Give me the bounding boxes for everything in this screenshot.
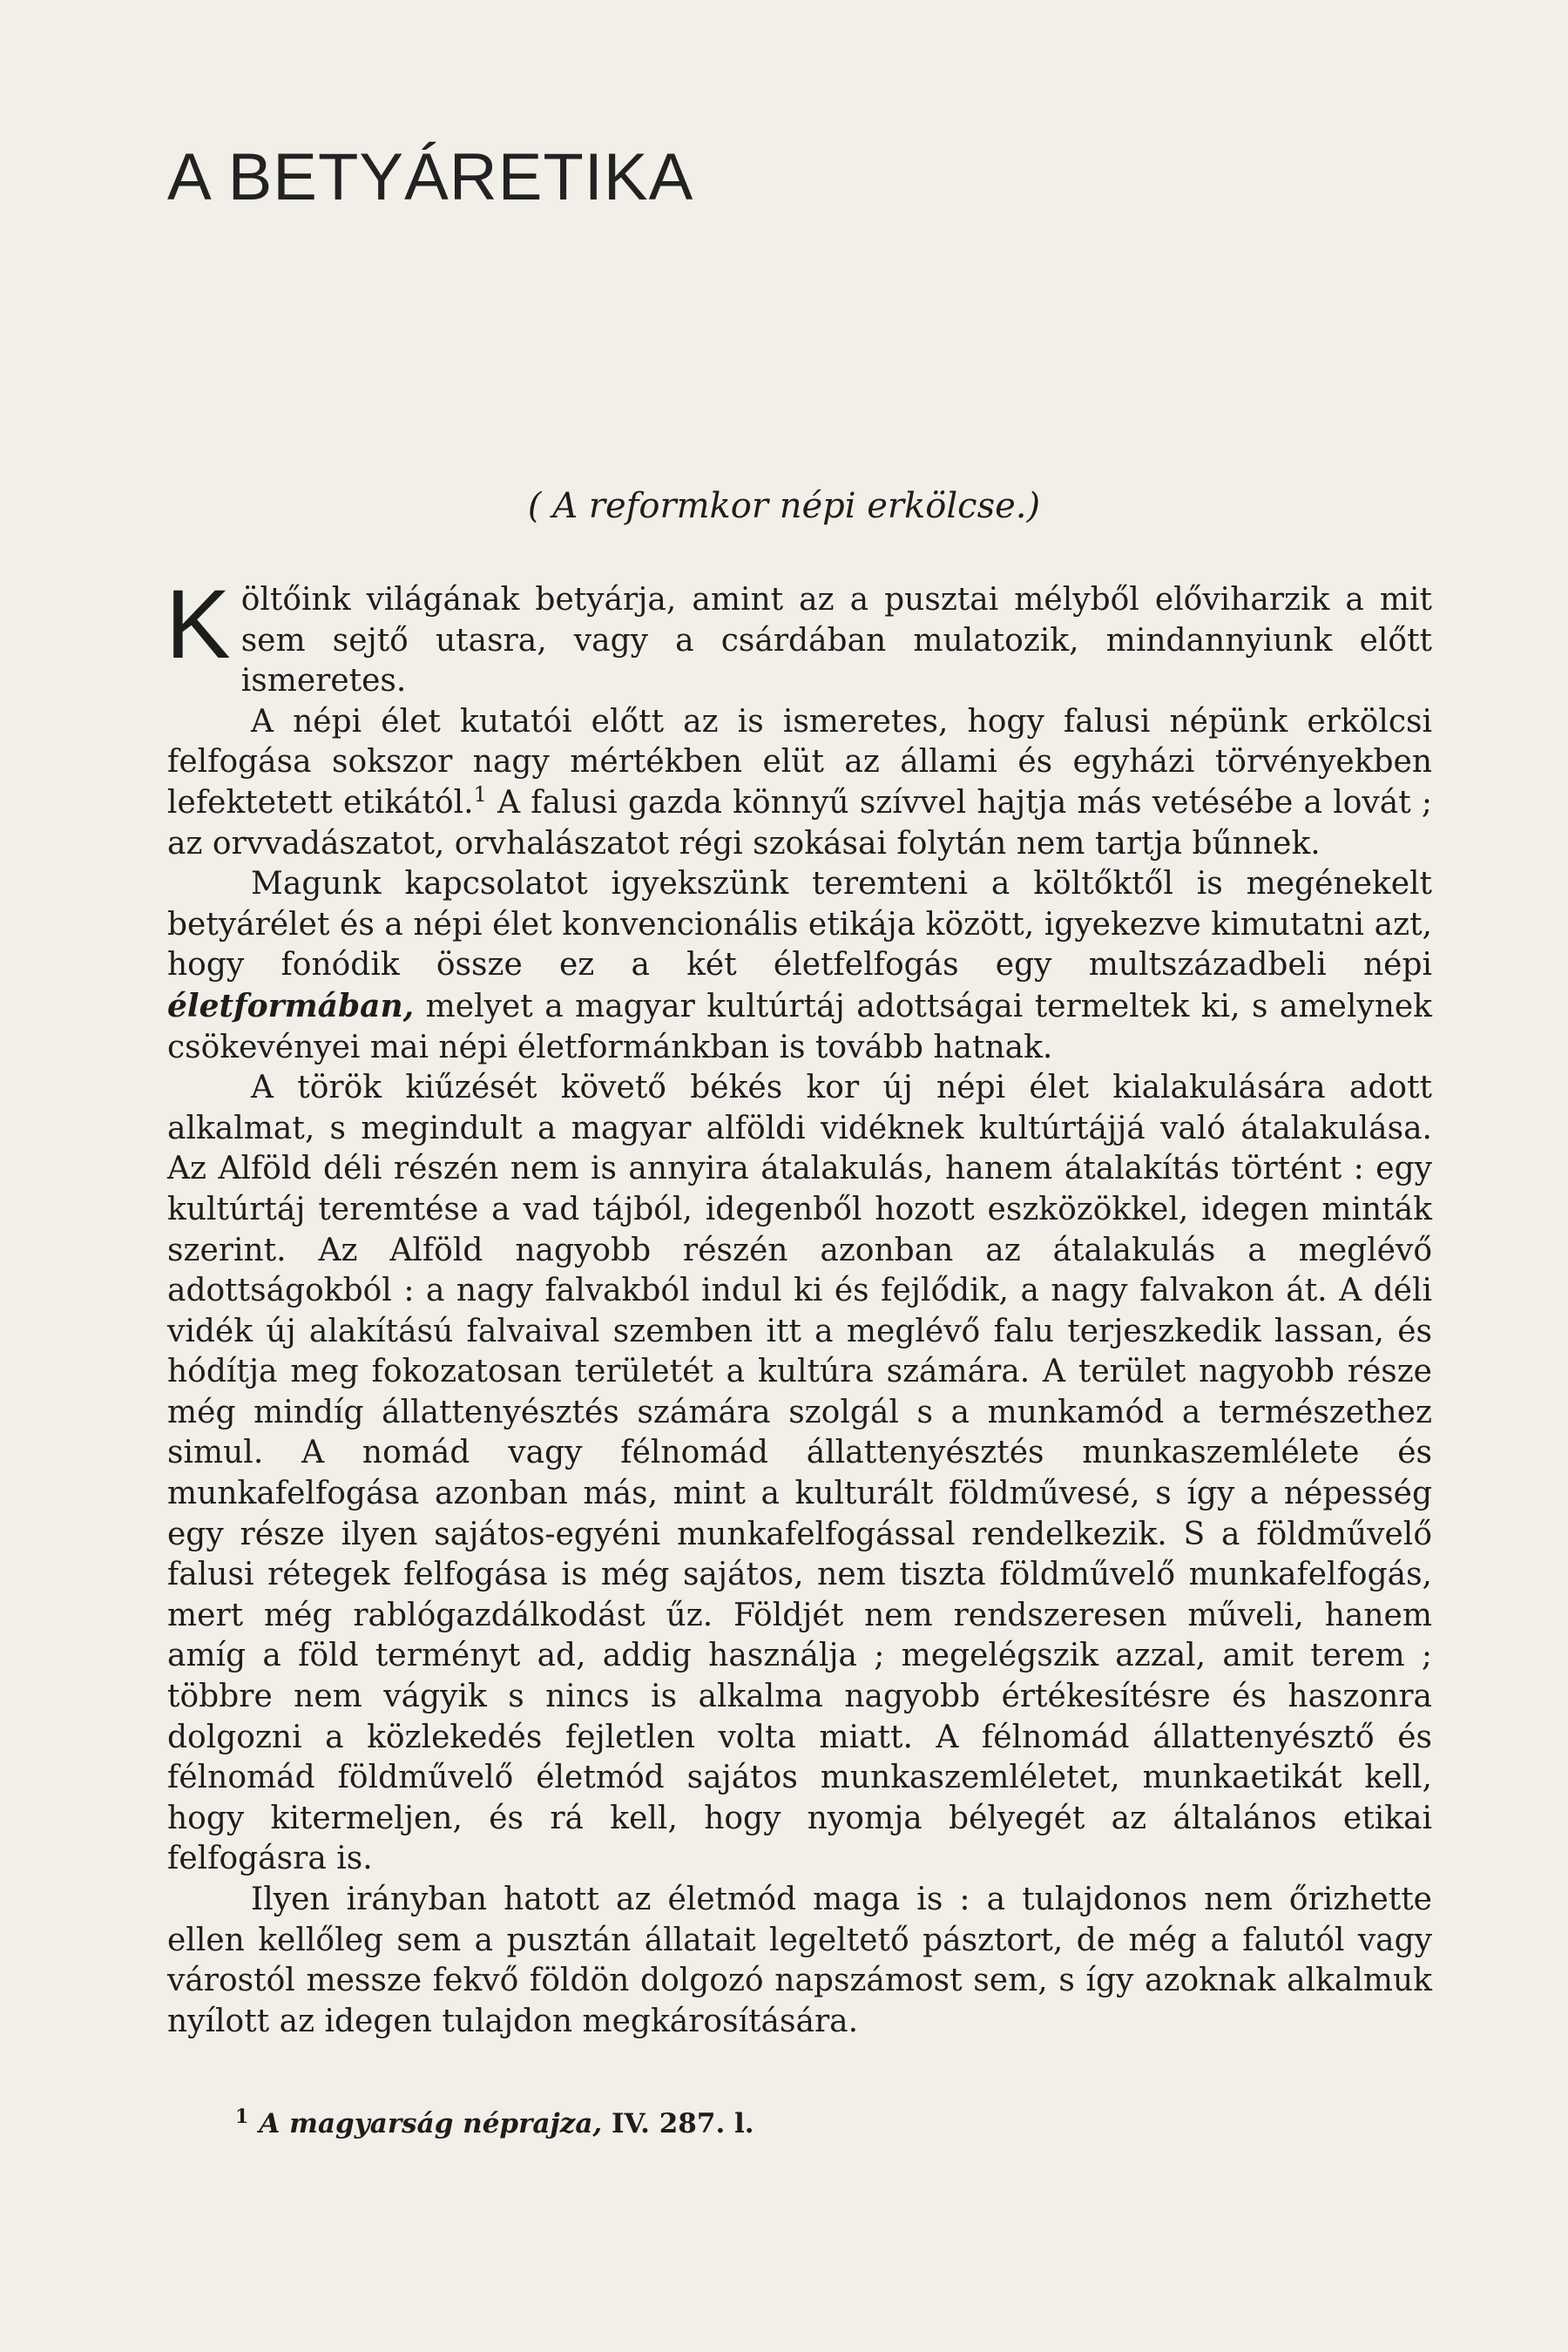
paragraph-2-text-b: A falusi gazda könnyű szívvel hajtja más vetésébe a lovát ; az orvvadászatot, orvhalászatot régi szokásai folytán nem tartja bűnnek. [167,784,1432,862]
paragraph-3 [167,864,1432,1068]
footnote-reference-mark: 1 [473,781,487,807]
footnote-number: 1 [235,2105,249,2128]
footnote [235,2105,754,2139]
paragraph-2-text-a: A népi élet kutatói előtt az is ismeretes, hogy falusi népünk erkölcsi felfogása sokszor nagy mértékben elüt az állami és egyházi törvényekben lefektetett etikától. [167,703,1432,821]
page-title: A BETYÁRETIKA [167,140,694,214]
paragraph-4: A török kiűzését követő békés kor új népi élet kialakulására adott alkalmat, s megindult a magyar alföldi vidéknek kultúrtájjá való átalakulása. Az Alföld déli részén nem is annyira átalakulás, hanem átalakítás történt : egy kultúrtáj teremtése a vad tájból, idegenből hozott eszközökkel, idegen minták szerint. Az Alföld nagyobb részén azonban az átalakulás a meglévő adottságokból : a nagy falvakból indul ki és fejlődik, a nagy falvakon át. A déli vidék új alakítású falvaival szemben itt a meglévő falu terjeszkedik lassan, és hódítja meg fokozatosan területét a kultúra számára. A terület nagyobb része még mindíg állattenyésztés számára szolgál s a munkamód a természethez simul. A nomád vagy félnomád állattenyésztés munkaszemlélete és munkafelfogása azonban más, mint a kulturált földművesé, s így a népesség egy része ilyen sajátos-egyéni munkafelfogással rendelkezik. S a földművelő falusi rétegek felfogása is még sajátos, nem tiszta földművelő munkafelfogás, mert még rablógazdálkodást űz. Földjét nem rendszeresen műveli, hanem amíg a föld terményt ad, addig használja ; megelégszik azzal, amit terem ; többre nem vágyik s nincs is alkalma nagyobb értékesítésre és haszonra dolgozni a közlekedés fejletlen volta miatt. A félnomád állattenyésztő és félnomád földművelő életmód sajátos munkaszemléletet, munkaetikát kell, hogy kitermeljen, és rá kell, hogy nyomja bélyegét az általános etikai felfogásra is. [167,1070,1432,1877]
paragraph-3-text-a: Magunk kapcsolatot igyekszünk teremteni a költőktől is megénekelt betyárélet és a népi élet konvencionális etikája között, igyekezve kimutatni azt, hogy fonódik össze ez a két életfelfogás egy multszázadbeli népi [167,866,1432,983]
paragraph-1-text: öltőink világának betyárja, amint az a pusztai mélyből előviharzik a mit sem sejtő utasra, vagy a csárdában mulatozik, mindannyiunk előtt ismeretes. [240,582,1432,700]
paragraph-2 [167,702,1432,864]
footnote-reference: IV. 287. l. [602,2108,754,2139]
footnote-source: A magyarság néprajza, [259,2108,603,2139]
subtitle: ( A reformkor népi erkölcse.) [527,486,1041,526]
paragraph-3-text-b: melyet a magyar kultúrtáj adottságai termeltek ki, s amelynek csökevényei mai népi életformánkban is tovább hatnak. [167,988,1432,1065]
body-text [166,570,1432,2042]
paragraph-5: Ilyen irányban hatott az életmód maga is : a tulajdonos nem őrizhette ellen kellőleg sem a pusztán állatait legeltető pásztort, de még a falutól vagy várostól messze fekvő földön dolgozó napszámost sem, s így azoknak alkalmuk nyílott az idegen tulajdon megkárosítására. [167,1882,1432,2039]
paragraph-1 [166,570,1432,702]
emphasized-term: életformában, [167,987,415,1024]
drop-cap: K [166,570,231,679]
